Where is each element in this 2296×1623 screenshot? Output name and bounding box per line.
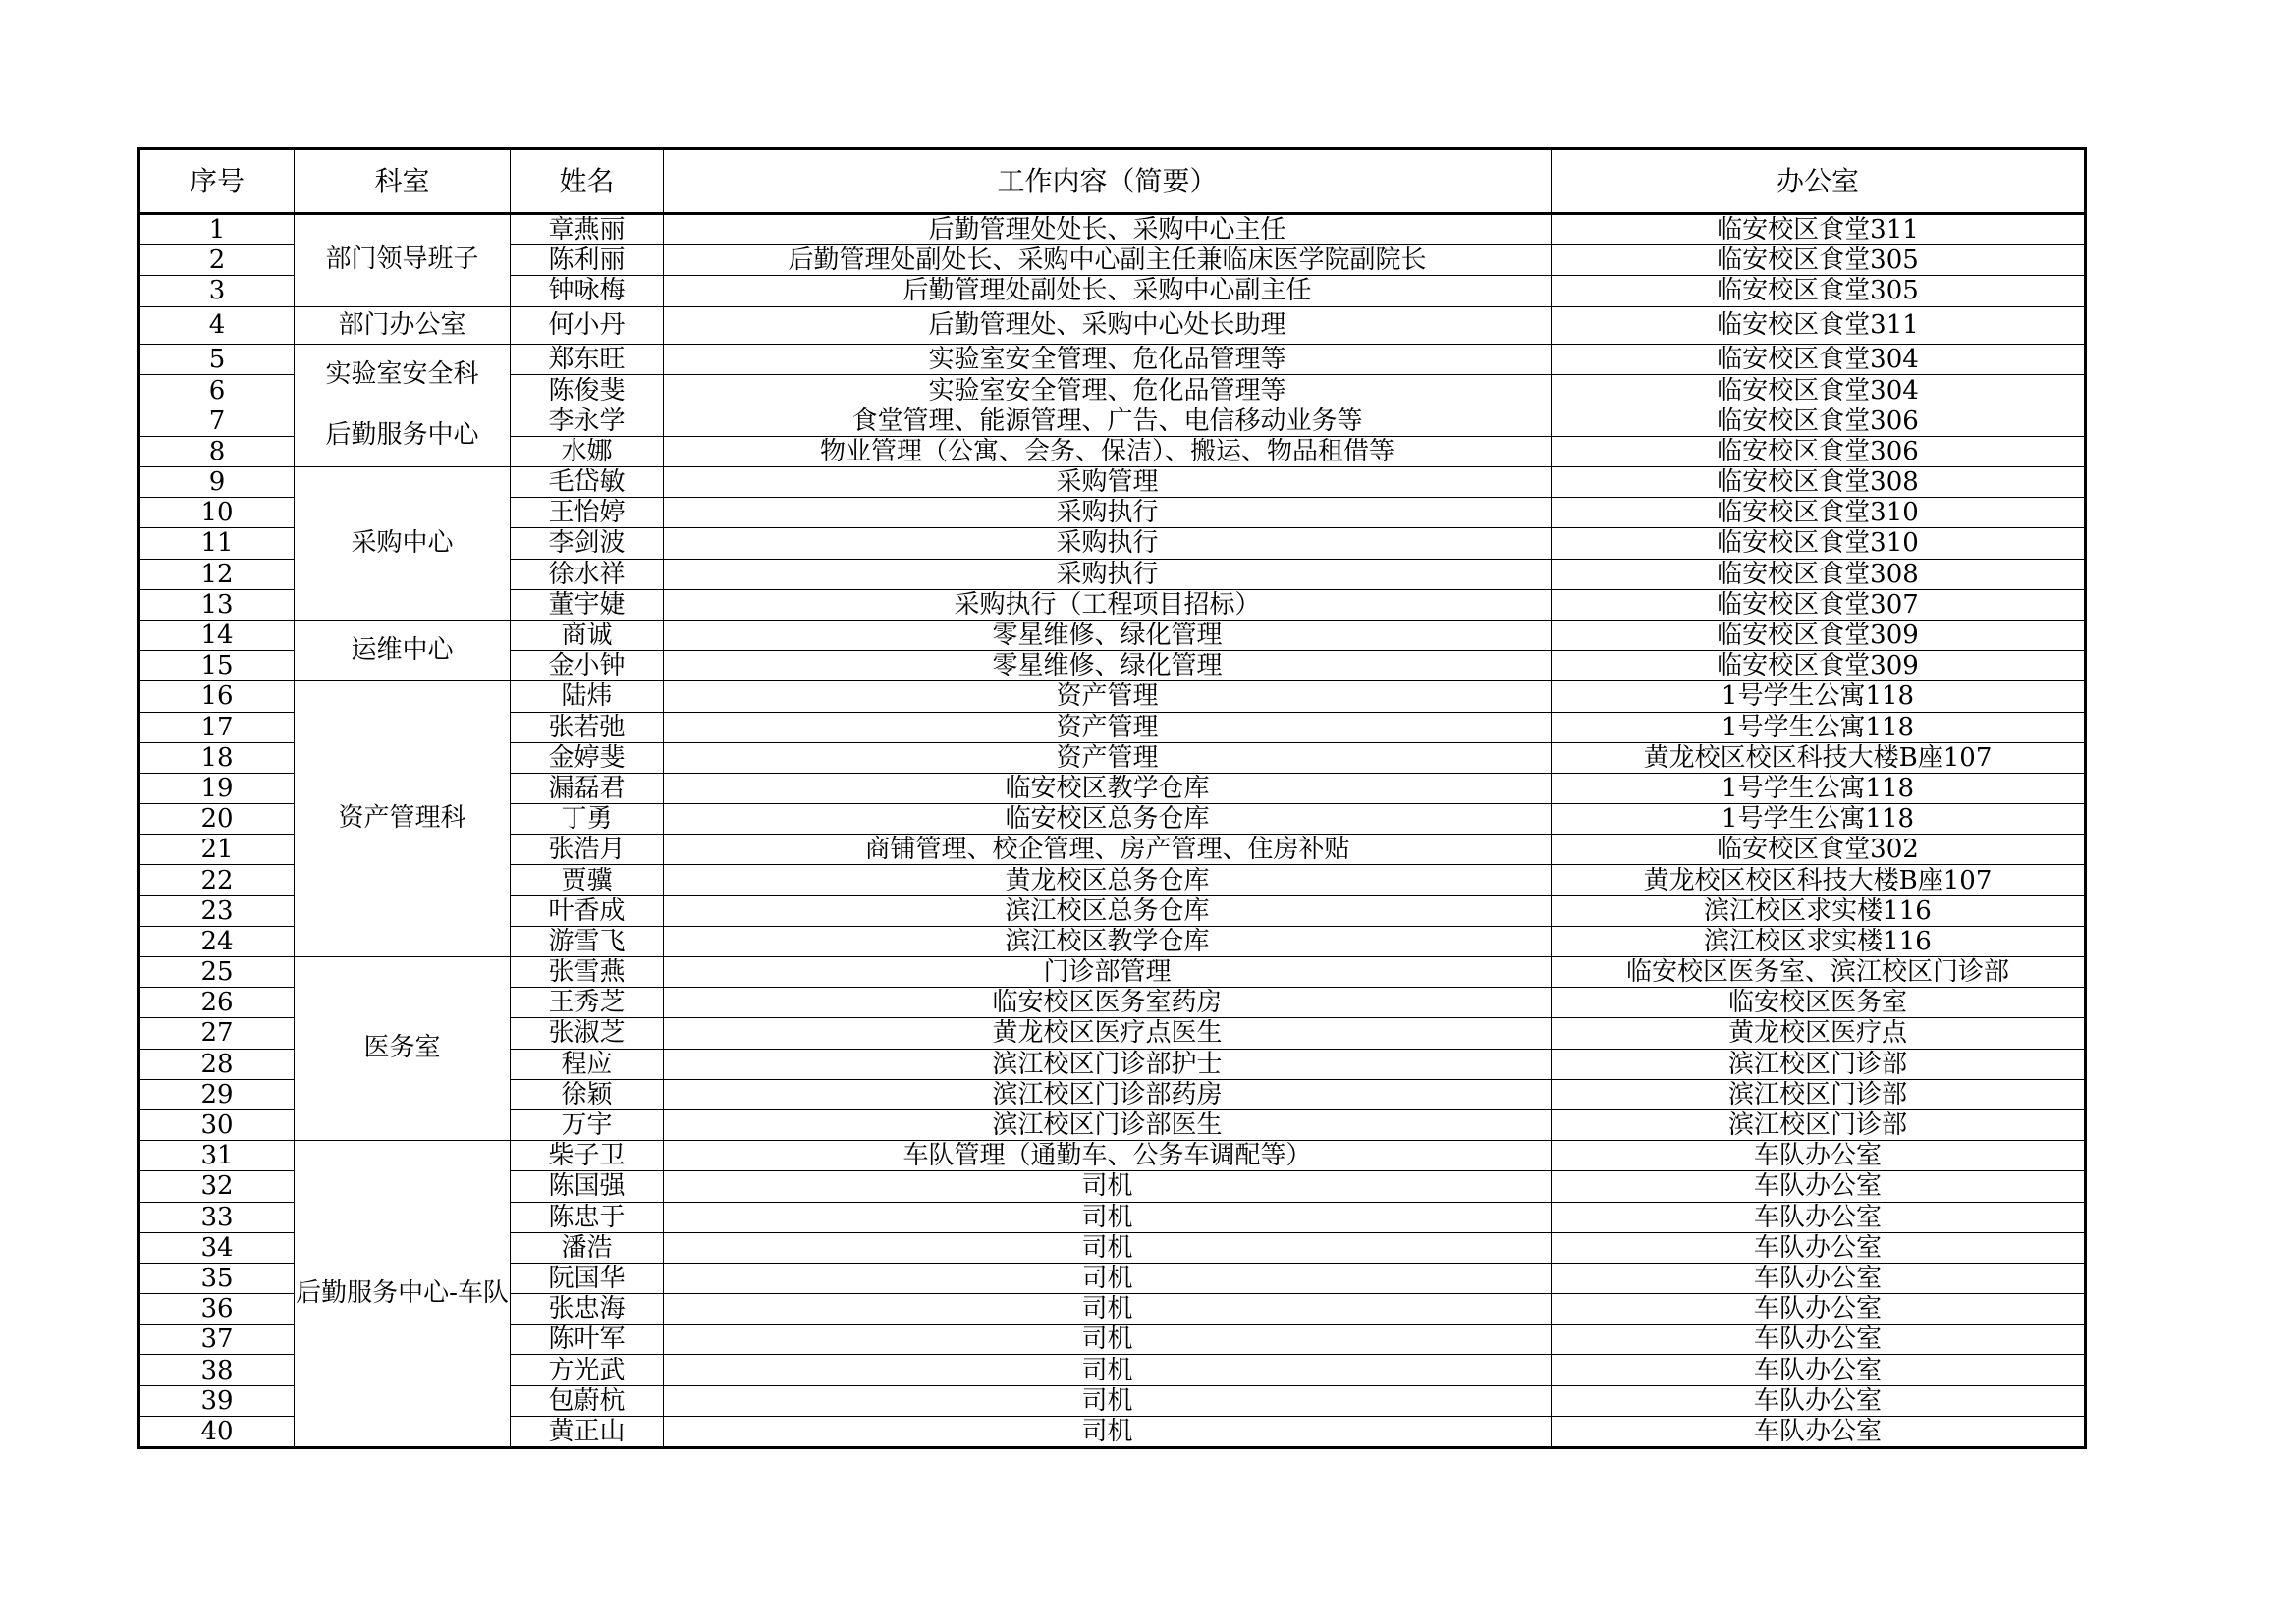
- office-cell: 车队办公室: [1552, 1416, 2086, 1447]
- serial-cell: 4: [139, 306, 295, 345]
- office-cell: 黄龙校区校区科技大楼B座107: [1552, 865, 2086, 895]
- serial-cell: 21: [139, 835, 295, 865]
- serial-cell: 27: [139, 1018, 295, 1049]
- office-cell: 车队办公室: [1552, 1263, 2086, 1293]
- office-cell: 临安校区食堂311: [1552, 306, 2086, 345]
- office-cell: 临安校区食堂305: [1552, 245, 2086, 276]
- work-cell: 司机: [664, 1355, 1552, 1385]
- name-cell: 包蔚杭: [511, 1385, 664, 1416]
- serial-cell: 2: [139, 245, 295, 276]
- name-cell: 潘浩: [511, 1232, 664, 1263]
- name-cell: 游雪飞: [511, 926, 664, 956]
- office-cell: 临安校区食堂311: [1552, 214, 2086, 245]
- office-cell: 临安校区食堂304: [1552, 345, 2086, 375]
- work-cell: 门诊部管理: [664, 957, 1552, 988]
- work-cell: 后勤管理处副处长、采购中心副主任: [664, 276, 1552, 306]
- serial-cell: 14: [139, 620, 295, 650]
- name-cell: 阮国华: [511, 1263, 664, 1293]
- name-cell: 方光武: [511, 1355, 664, 1385]
- table-row: [139, 620, 2086, 650]
- table-row: [139, 306, 2086, 345]
- work-cell: 后勤管理处副处长、采购中心副主任兼临床医学院副院长: [664, 245, 1552, 276]
- table-row: [139, 214, 2086, 245]
- serial-cell: 37: [139, 1325, 295, 1355]
- office-cell: 1号学生公寓118: [1552, 773, 2086, 803]
- name-cell: 章燕丽: [511, 214, 664, 245]
- work-cell: 车队管理（通勤车、公务车调配等）: [664, 1141, 1552, 1171]
- office-cell: 滨江校区门诊部: [1552, 1049, 2086, 1079]
- work-cell: 滨江校区门诊部医生: [664, 1109, 1552, 1140]
- serial-cell: 35: [139, 1263, 295, 1293]
- work-cell: 采购执行: [664, 498, 1552, 528]
- work-cell: 滨江校区门诊部护士: [664, 1049, 1552, 1079]
- work-cell: 采购执行: [664, 528, 1552, 559]
- table-body: [139, 149, 2086, 1448]
- office-cell: 黄龙校区校区科技大楼B座107: [1552, 742, 2086, 773]
- serial-cell: 38: [139, 1355, 295, 1385]
- department-cell: 资产管理科: [295, 681, 511, 957]
- name-cell: 钟咏梅: [511, 276, 664, 306]
- name-cell: 水娜: [511, 436, 664, 466]
- department-cell: 部门办公室: [295, 306, 511, 345]
- name-cell: 陈叶军: [511, 1325, 664, 1355]
- work-cell: 临安校区总务仓库: [664, 804, 1552, 835]
- name-cell: 李剑波: [511, 528, 664, 559]
- serial-cell: 16: [139, 681, 295, 712]
- table-row: [139, 467, 2086, 498]
- name-cell: 陈利丽: [511, 245, 664, 276]
- office-cell: 滨江校区门诊部: [1552, 1079, 2086, 1109]
- office-cell: 临安校区食堂304: [1552, 375, 2086, 406]
- table-row: [139, 345, 2086, 375]
- work-cell: 资产管理: [664, 681, 1552, 712]
- serial-cell: 18: [139, 742, 295, 773]
- serial-cell: 15: [139, 651, 295, 681]
- serial-cell: 29: [139, 1079, 295, 1109]
- serial-cell: 1: [139, 214, 295, 245]
- work-cell: 司机: [664, 1325, 1552, 1355]
- work-cell: 食堂管理、能源管理、广告、电信移动业务等: [664, 406, 1552, 436]
- name-cell: 陈忠于: [511, 1202, 664, 1232]
- serial-cell: 5: [139, 345, 295, 375]
- office-cell: 临安校区食堂308: [1552, 559, 2086, 589]
- name-cell: 陆炜: [511, 681, 664, 712]
- name-cell: 程应: [511, 1049, 664, 1079]
- serial-cell: 6: [139, 375, 295, 406]
- office-cell: 车队办公室: [1552, 1202, 2086, 1232]
- office-cell: 临安校区食堂310: [1552, 528, 2086, 559]
- work-cell: 商铺管理、校企管理、房产管理、住房补贴: [664, 835, 1552, 865]
- serial-cell: 40: [139, 1416, 295, 1447]
- serial-cell: 30: [139, 1109, 295, 1140]
- name-cell: 贾骥: [511, 865, 664, 895]
- work-cell: 采购执行: [664, 559, 1552, 589]
- work-cell: 临安校区医务室药房: [664, 988, 1552, 1018]
- serial-cell: 20: [139, 804, 295, 835]
- name-cell: 毛岱敏: [511, 467, 664, 498]
- name-cell: 郑东旺: [511, 345, 664, 375]
- name-cell: 陈俊斐: [511, 375, 664, 406]
- serial-cell: 11: [139, 528, 295, 559]
- header-department: 科室: [295, 149, 511, 214]
- office-cell: 临安校区医务室、滨江校区门诊部: [1552, 957, 2086, 988]
- name-cell: 张浩月: [511, 835, 664, 865]
- office-cell: 临安校区食堂309: [1552, 620, 2086, 650]
- serial-cell: 3: [139, 276, 295, 306]
- office-cell: 临安校区食堂307: [1552, 589, 2086, 620]
- table-row: [139, 957, 2086, 988]
- header-office: 办公室: [1552, 149, 2086, 214]
- office-cell: 1号学生公寓118: [1552, 681, 2086, 712]
- work-cell: 物业管理（公寓、会务、保洁）、搬运、物品租借等: [664, 436, 1552, 466]
- name-cell: 叶香成: [511, 895, 664, 926]
- work-cell: 采购执行（工程项目招标）: [664, 589, 1552, 620]
- office-cell: 临安校区食堂305: [1552, 276, 2086, 306]
- office-cell: 临安校区食堂306: [1552, 436, 2086, 466]
- work-cell: 司机: [664, 1263, 1552, 1293]
- serial-cell: 19: [139, 773, 295, 803]
- serial-cell: 17: [139, 712, 295, 742]
- serial-cell: 24: [139, 926, 295, 956]
- header-row: [139, 149, 2086, 214]
- work-cell: 司机: [664, 1416, 1552, 1447]
- office-cell: 车队办公室: [1552, 1385, 2086, 1416]
- serial-cell: 8: [139, 436, 295, 466]
- serial-cell: 22: [139, 865, 295, 895]
- work-cell: 零星维修、绿化管理: [664, 620, 1552, 650]
- serial-cell: 10: [139, 498, 295, 528]
- name-cell: 王怡婷: [511, 498, 664, 528]
- work-cell: 零星维修、绿化管理: [664, 651, 1552, 681]
- serial-cell: 26: [139, 988, 295, 1018]
- office-cell: 车队办公室: [1552, 1294, 2086, 1325]
- office-cell: 车队办公室: [1552, 1325, 2086, 1355]
- name-cell: 何小丹: [511, 306, 664, 345]
- office-cell: 车队办公室: [1552, 1232, 2086, 1263]
- department-cell: 医务室: [295, 957, 511, 1141]
- office-cell: 临安校区食堂308: [1552, 467, 2086, 498]
- name-cell: 丁勇: [511, 804, 664, 835]
- work-cell: 临安校区教学仓库: [664, 773, 1552, 803]
- work-cell: 后勤管理处处长、采购中心主任: [664, 214, 1552, 245]
- work-cell: 资产管理: [664, 742, 1552, 773]
- serial-cell: 33: [139, 1202, 295, 1232]
- table-row: [139, 1141, 2086, 1171]
- name-cell: 徐水祥: [511, 559, 664, 589]
- name-cell: 陈国强: [511, 1171, 664, 1202]
- office-cell: 临安校区医务室: [1552, 988, 2086, 1018]
- office-cell: 滨江校区求实楼116: [1552, 895, 2086, 926]
- work-cell: 司机: [664, 1385, 1552, 1416]
- name-cell: 商诚: [511, 620, 664, 650]
- office-cell: 滨江校区门诊部: [1552, 1109, 2086, 1140]
- department-cell: 部门领导班子: [295, 214, 511, 307]
- office-cell: 滨江校区求实楼116: [1552, 926, 2086, 956]
- work-cell: 滨江校区总务仓库: [664, 895, 1552, 926]
- name-cell: 李永学: [511, 406, 664, 436]
- serial-cell: 13: [139, 589, 295, 620]
- office-cell: 车队办公室: [1552, 1141, 2086, 1171]
- work-cell: 资产管理: [664, 712, 1552, 742]
- header-work: 工作内容（简要）: [664, 149, 1552, 214]
- serial-cell: 28: [139, 1049, 295, 1079]
- work-cell: 滨江校区门诊部药房: [664, 1079, 1552, 1109]
- office-cell: 临安校区食堂302: [1552, 835, 2086, 865]
- office-cell: 临安校区食堂310: [1552, 498, 2086, 528]
- work-cell: 实验室安全管理、危化品管理等: [664, 375, 1552, 406]
- serial-cell: 32: [139, 1171, 295, 1202]
- work-cell: 滨江校区教学仓库: [664, 926, 1552, 956]
- table-row: [139, 406, 2086, 436]
- office-cell: 临安校区食堂309: [1552, 651, 2086, 681]
- work-cell: 采购管理: [664, 467, 1552, 498]
- serial-cell: 25: [139, 957, 295, 988]
- name-cell: 徐颖: [511, 1079, 664, 1109]
- department-cell: 实验室安全科: [295, 345, 511, 406]
- name-cell: 张淑芝: [511, 1018, 664, 1049]
- name-cell: 万宇: [511, 1109, 664, 1140]
- serial-cell: 12: [139, 559, 295, 589]
- office-cell: 1号学生公寓118: [1552, 712, 2086, 742]
- work-cell: 司机: [664, 1232, 1552, 1263]
- header-serial: 序号: [139, 149, 295, 214]
- serial-cell: 9: [139, 467, 295, 498]
- serial-cell: 7: [139, 406, 295, 436]
- serial-cell: 39: [139, 1385, 295, 1416]
- work-cell: 司机: [664, 1202, 1552, 1232]
- office-cell: 1号学生公寓118: [1552, 804, 2086, 835]
- department-cell: 运维中心: [295, 620, 511, 680]
- name-cell: 漏磊君: [511, 773, 664, 803]
- work-cell: 司机: [664, 1294, 1552, 1325]
- department-cell: 后勤服务中心-车队: [295, 1141, 511, 1448]
- work-cell: 后勤管理处、采购中心处长助理: [664, 306, 1552, 345]
- name-cell: 金小钟: [511, 651, 664, 681]
- work-cell: 司机: [664, 1171, 1552, 1202]
- work-cell: 实验室安全管理、危化品管理等: [664, 345, 1552, 375]
- serial-cell: 23: [139, 895, 295, 926]
- header-name: 姓名: [511, 149, 664, 214]
- name-cell: 董宇婕: [511, 589, 664, 620]
- serial-cell: 31: [139, 1141, 295, 1171]
- name-cell: 张雪燕: [511, 957, 664, 988]
- serial-cell: 34: [139, 1232, 295, 1263]
- staff-table: [137, 147, 2087, 1449]
- name-cell: 张忠海: [511, 1294, 664, 1325]
- name-cell: 王秀芝: [511, 988, 664, 1018]
- office-cell: 车队办公室: [1552, 1171, 2086, 1202]
- work-cell: 黄龙校区医疗点医生: [664, 1018, 1552, 1049]
- serial-cell: 36: [139, 1294, 295, 1325]
- name-cell: 金婷斐: [511, 742, 664, 773]
- table-row: [139, 681, 2086, 712]
- work-cell: 黄龙校区总务仓库: [664, 865, 1552, 895]
- name-cell: 柴子卫: [511, 1141, 664, 1171]
- office-cell: 车队办公室: [1552, 1355, 2086, 1385]
- name-cell: 黄正山: [511, 1416, 664, 1447]
- department-cell: 采购中心: [295, 467, 511, 621]
- office-cell: 临安校区食堂306: [1552, 406, 2086, 436]
- name-cell: 张若弛: [511, 712, 664, 742]
- office-cell: 黄龙校区医疗点: [1552, 1018, 2086, 1049]
- department-cell: 后勤服务中心: [295, 406, 511, 466]
